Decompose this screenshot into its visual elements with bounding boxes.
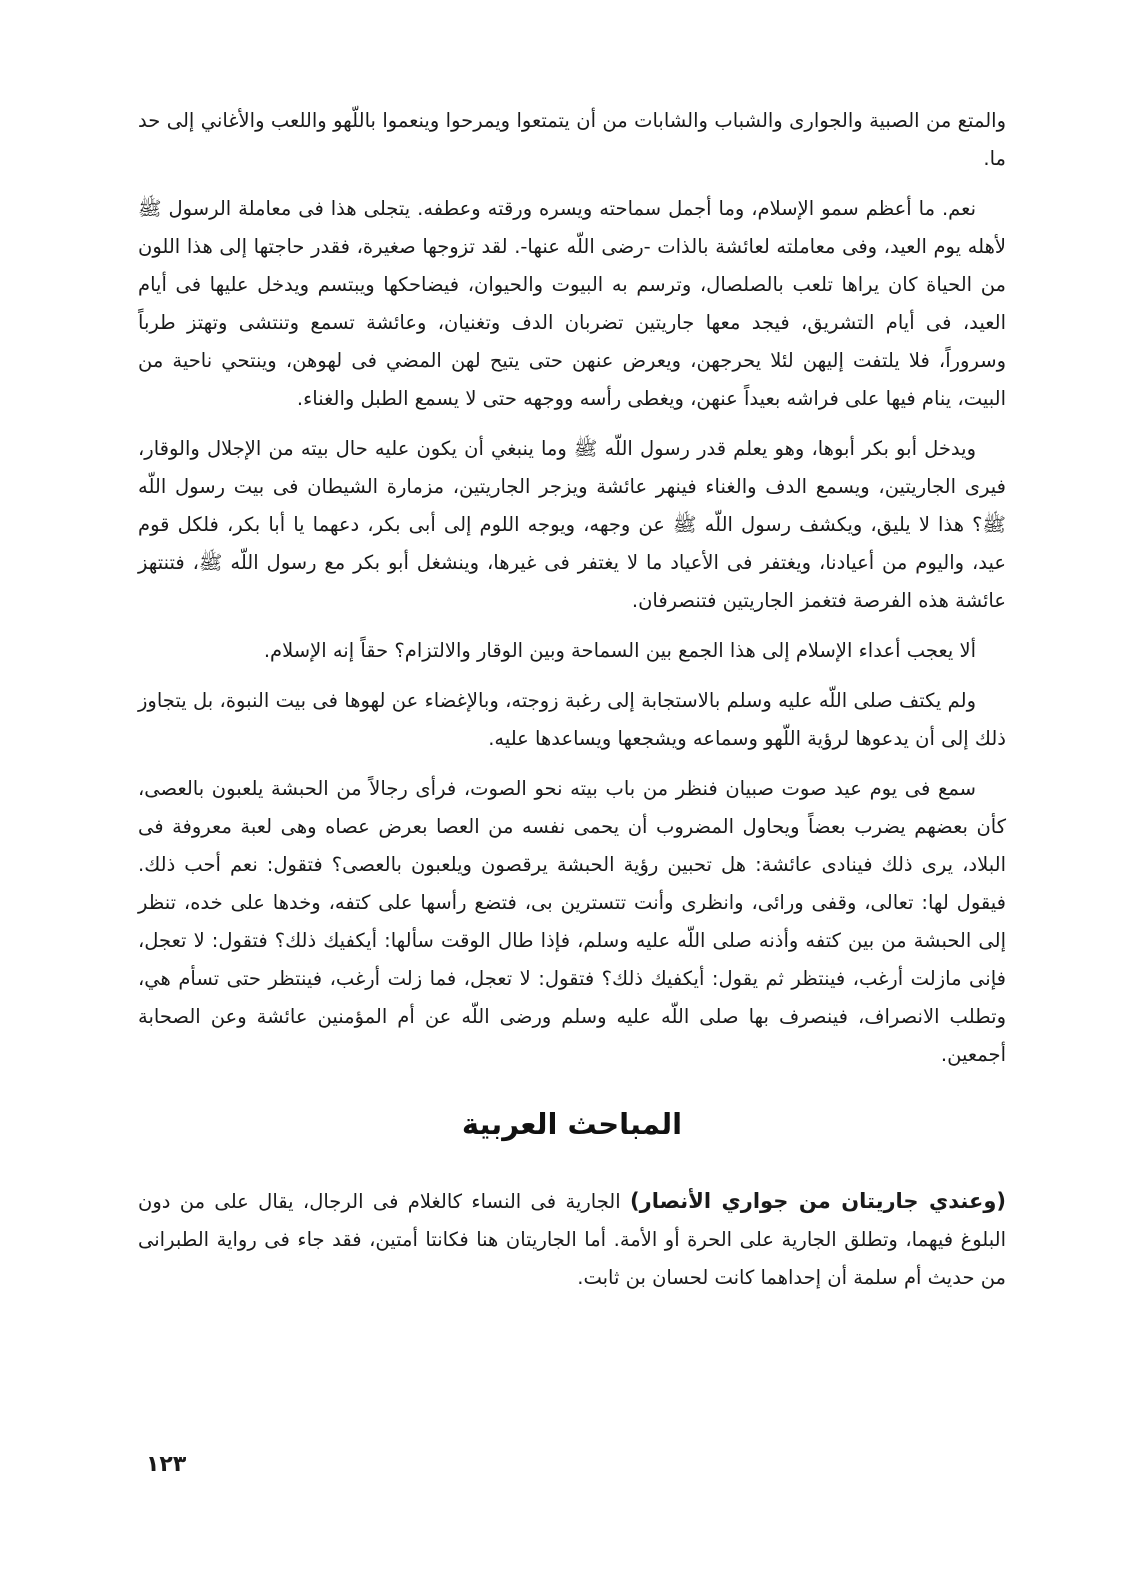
section-heading: المباحث العربية bbox=[461, 1107, 683, 1141]
paragraph-3: ويدخل أبو بكر أبوها، وهو يعلم قدر رسول اللّه ﷺ وما ينبغي أن يكون عليه حال بيته من الإجلال والوقار، فيرى الجاريتين، ويسمع الدف والغناء فينهر عائشة ويزجر الجاريتين، مزمارة الشيطان فى بيت رسول اللّه ﷺ؟ هذا لا يليق، ويكشف رسول اللّه ﷺ عن وجهه، ويوجه اللوم إلى أبى بكر، دعهما يا أبا بكر، فلكل قوم عيد، واليوم من أعيادنا، ويغتفر فى الأعياد ما لا يغتفر فى غيرها، وينشغل أبو بكر مع رسول اللّه ﷺ، فتنتهز عائشة هذه الفرصة فتغمز الجاريتين فتنصرفان. bbox=[138, 437, 1006, 612]
section-lead-text: الجارية فى النساء كالغلام فى الرجال، يقال على من دون البلوغ فيهما، وتطلق الجارية على الحرة أو الأمة. أما الجاريتان هنا فكانتا أمتين، فقد جاء فى رواية الطبرانى من حديث أم سلمة أن إحداهما كانت لحسان بن ثابت. bbox=[138, 1190, 1006, 1289]
body-text bbox=[138, 102, 1006, 1309]
paragraph-5: ولم يكتف صلى اللّه عليه وسلم بالاستجابة إلى رغبة زوجته، وبالإغضاء عن لهوها فى بيت النبوة، بل يتجاوز ذلك إلى أن يدعوها لرؤية اللّهو وسماعه ويشجعها ويساعدها عليه. bbox=[138, 689, 1006, 750]
section-paragraph bbox=[138, 1182, 1006, 1297]
paragraph-1: والمتع من الصبية والجوارى والشباب والشابات من أن يتمتعوا ويمرحوا وينعموا باللّهو واللعب والأغاني إلى حد ما. bbox=[138, 109, 1006, 170]
paragraph-2: نعم. ما أعظم سمو الإسلام، وما أجمل سماحته ويسره ورقته وعطفه. يتجلى هذا فى معاملة الرسول ﷺ لأهله يوم العيد، وفى معاملته لعائشة بالذات -رضى اللّه عنها-. لقد تزوجها صغيرة، فقدر حاجتها إلى هذا اللون من الحياة كان يراها تلعب بالصلصال، وترسم به البيوت والحيوان، فيضاحكها ويبتسم ويدخل عليها فى أيام العيد، فى أيام التشريق، فيجد معها جاريتين تضربان الدف وتغنيان، وعائشة تسمع وتنتشى وتهتز طرباً وسروراً، فلا يلتفت إليهن لئلا يحرجهن، ويعرض عنهن حتى يتيح لهن المضي فى لهوهن، وينتحي ناحية من البيت، ينام فيها على فراشه بعيداً عنهن، ويغطى رأسه ووجهه حتى لا يسمع الطبل والغناء. bbox=[138, 197, 1006, 410]
section-lead-phrase: (وعندي جاريتان من جواري الأنصار) bbox=[630, 1189, 1006, 1213]
page-number: ١٢٣ bbox=[146, 1452, 187, 1477]
paragraph-4: ألا يعجب أعداء الإسلام إلى هذا الجمع بين السماحة وبين الوقار والالتزام؟ حقاً إنه الإسلام. bbox=[263, 639, 976, 662]
paragraph-6: سمع فى يوم عيد صوت صبيان فنظر من باب بيته نحو الصوت، فرأى رجالاً من الحبشة يلعبون بالعصى، كأن بعضهم يضرب بعضاً ويحاول المضروب أن يحمى نفسه من العصا بعرض عصاه وهى لعبة معروفة فى البلاد، يرى ذلك فينادى عائشة: هل تحبين رؤية الحبشة يرقصون ويلعبون بالعصى؟ فتقول: نعم أحب ذلك. فيقول لها: تعالى، وقفى ورائى، وانظرى وأنت تتسترين بى، فتضع رأسها على كتفه، وخدها على خده، تنظر إلى الحبشة من بين كتفه وأذنه صلى اللّه عليه وسلم، فإذا طال الوقت سألها: أيكفيك ذلك؟ فتقول: لا تعجل، فإنى مازلت أرغب، فينتظر ثم يقول: أيكفيك ذلك؟ فتقول: لا تعجل، فما زلت أرغب، فينتظر حتى تسأم هي، وتطلب الانصراف، فينصرف بها صلى اللّه عليه وسلم ورضى اللّه عن أم المؤمنين عائشة وعن الصحابة أجمعين. bbox=[138, 777, 1006, 1066]
